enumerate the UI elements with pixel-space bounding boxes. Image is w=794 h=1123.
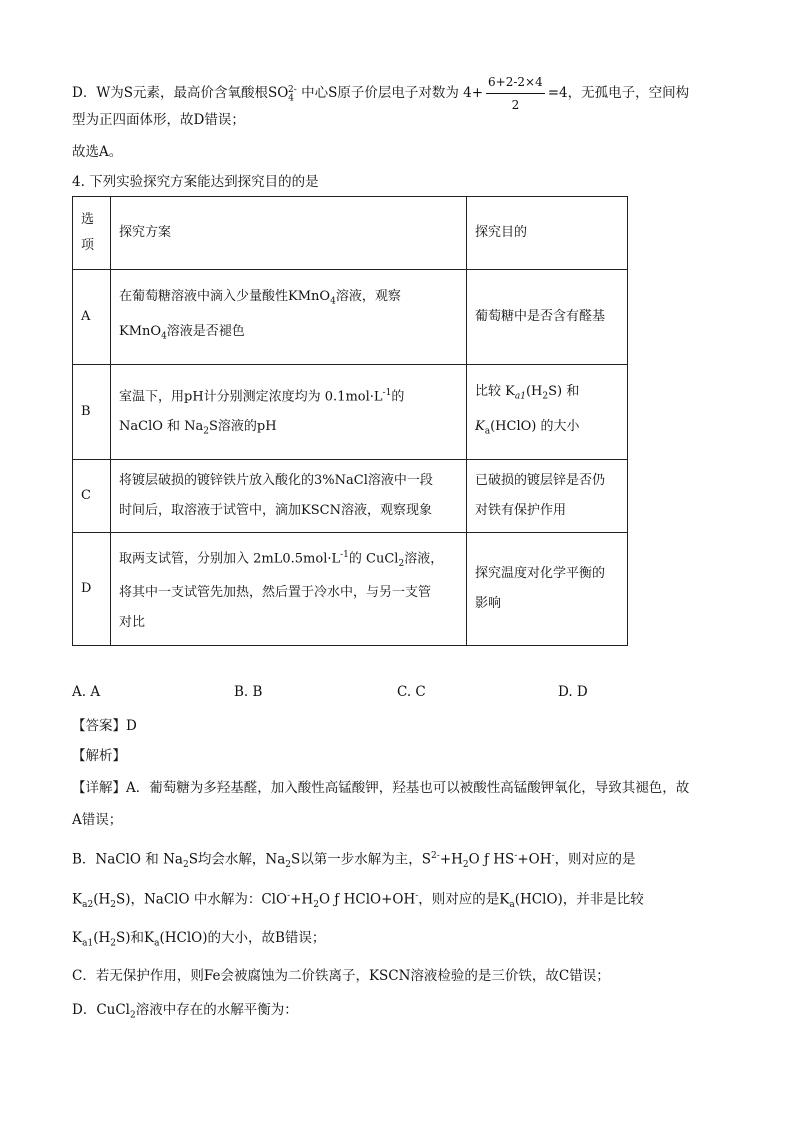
table-row <box>73 460 628 533</box>
subscript: 2 <box>542 392 549 402</box>
choice-a: A. A <box>72 684 101 700</box>
subscript: 2 <box>182 860 189 871</box>
text: (H <box>525 384 543 400</box>
text: S均会水解，Na <box>188 851 286 868</box>
superscript: - <box>287 891 291 901</box>
text: D．W为S元素，最高价含氧酸根 <box>72 85 268 101</box>
row-label: C <box>73 460 111 533</box>
subscript: 2 <box>130 1010 136 1021</box>
text: O ƒ HClO+OH <box>318 891 416 908</box>
plan-line: 时间后，取溶液于试管中，滴加KSCN溶液，观察现象 <box>119 503 432 518</box>
analysis-heading: 【解析】 <box>72 748 126 764</box>
text: (H <box>93 930 111 946</box>
subscript: 2 <box>313 900 319 911</box>
plan-line <box>119 282 458 317</box>
text: S溶液的pH <box>209 418 277 434</box>
text: K <box>72 930 83 946</box>
table-row <box>73 365 628 460</box>
superscript: 2- <box>288 84 297 95</box>
text: S) 和 <box>548 384 580 400</box>
text: 比较 K <box>475 384 515 400</box>
subscript: a <box>509 900 515 911</box>
formula: SO <box>267 85 289 101</box>
row-goal <box>467 533 628 646</box>
row-label: B <box>73 365 111 460</box>
row-plan <box>111 460 467 533</box>
text: D．CuCl <box>72 1002 130 1018</box>
subscript: a <box>484 426 491 437</box>
text: (HClO)，并非是比较 <box>514 891 644 908</box>
text: 溶液，观察 <box>335 289 401 305</box>
row-label: D <box>73 533 111 646</box>
text: (H <box>93 891 111 908</box>
header-text: 选项 <box>81 212 95 253</box>
subscript: 2 <box>203 426 210 437</box>
text: +H <box>439 851 463 868</box>
row-plan <box>111 270 467 365</box>
plan-line <box>119 412 458 447</box>
text: 中心S原子价层电子对数为 4+ <box>296 85 484 101</box>
choice-c: C. C <box>397 684 426 700</box>
text: K <box>72 891 83 908</box>
subscript: a1 <box>82 938 94 949</box>
detail-d <box>72 1000 298 1026</box>
goal-line: 对铁有保护作用 <box>475 503 567 518</box>
text: 取两支试管，分别加入 2mL0.5mol·L <box>119 550 341 566</box>
choice-b: B. B <box>234 684 263 700</box>
text: NaClO 和 Na <box>119 418 204 434</box>
text: O ƒ HS <box>468 851 515 868</box>
table-row <box>73 270 628 365</box>
text: S以第一步水解为主，S <box>291 851 432 868</box>
header-goal: 探究目的 <box>467 197 628 270</box>
row-label: A <box>73 270 111 365</box>
goal-line: 探究温度对化学平衡的 <box>475 566 606 581</box>
option-d-explanation-line2: 型为正四面体形，故D错误； <box>72 112 245 128</box>
goal-line: 影响 <box>475 596 502 611</box>
choice-d: D. D <box>558 684 588 700</box>
row-goal <box>467 460 628 533</box>
row-goal: 葡萄糖中是否含有醛基 <box>467 270 628 365</box>
plan-line: 将其中一支试管先加热，然后置于冷水中，与另一支管 <box>119 585 432 601</box>
goal-line <box>475 377 619 412</box>
plan-line: 对比 <box>119 615 146 631</box>
text: B．NaClO 和 Na <box>72 851 183 868</box>
question-stem: 4. 下列实验探究方案能达到探究目的的是 <box>72 174 319 190</box>
fraction-numerator: 6+2-2×4 <box>486 72 545 94</box>
text: 在葡萄糖溶液中滴入少量酸性 <box>119 289 289 305</box>
header-plan: 探究方案 <box>111 197 467 270</box>
option-d-explanation-line1 <box>72 72 689 115</box>
row-plan <box>111 365 467 460</box>
detail-c: C．若无保护作用，则Fe会被腐蚀为二价铁离子，KSCN溶液检验的是三价铁，故C错误； <box>72 968 610 984</box>
subscript: 4 <box>288 93 295 104</box>
text: S)和K <box>115 930 155 946</box>
plan-line <box>119 378 458 412</box>
detail-b-line1 <box>72 846 636 875</box>
subscript: 4 <box>161 331 167 342</box>
subscript: 2 <box>110 900 116 911</box>
detail-b-line2 <box>72 886 644 915</box>
text: 的 CuCl <box>348 550 399 566</box>
superscript: -1 <box>382 387 392 398</box>
text: (HClO) 的大小 <box>490 419 580 434</box>
experiment-table <box>72 196 628 646</box>
text: 的 <box>391 388 405 404</box>
row-plan <box>111 533 467 646</box>
goal-line: 已破损的镀层锌是否仍 <box>475 473 606 488</box>
text: 溶液， <box>404 550 444 566</box>
subscript: 2 <box>462 860 469 871</box>
superscript: -1 <box>340 549 349 560</box>
text: (HClO)的大小，故B错误； <box>159 930 326 946</box>
text: S)，NaClO 中水解为：ClO <box>115 891 288 908</box>
table-row <box>73 533 628 646</box>
text: 溶液是否褪色 <box>166 324 245 339</box>
text: K <box>475 419 485 434</box>
fraction <box>486 72 545 115</box>
plan-line <box>119 317 458 352</box>
answer: 【答案】D <box>72 718 137 734</box>
conclusion: 故选A。 <box>72 144 123 160</box>
text: ，则对应的是K <box>418 891 510 908</box>
superscript: 2- <box>431 851 440 861</box>
text: ，则对应的是 <box>554 851 636 868</box>
row-goal <box>467 365 628 460</box>
table-header-row <box>73 197 628 270</box>
subscript: 2 <box>110 938 116 949</box>
text: =4，无孤电子，空间构 <box>547 85 690 101</box>
detail-b-line3 <box>72 928 325 954</box>
header-option <box>73 197 111 270</box>
formula: KMnO <box>288 289 331 305</box>
text: 溶液中存在的水解平衡为： <box>135 1002 298 1018</box>
subscript: a2 <box>82 900 94 911</box>
formula: KMnO <box>119 324 162 339</box>
text: 室温下，用pH计分别测定浓度均为 0.1mol·L <box>119 388 383 404</box>
plan-line: 将镀层破损的镀锌铁片放入酸化的3%NaCl溶液中一段 <box>119 473 433 488</box>
detail-a-line2: A错误； <box>72 812 123 828</box>
superscript: - <box>514 851 518 861</box>
text: +H <box>290 891 314 908</box>
plan-line <box>119 540 458 579</box>
subscript: a <box>154 938 160 949</box>
goal-line <box>475 412 619 447</box>
subscript: 2 <box>285 860 292 871</box>
subscript: 4 <box>330 297 336 307</box>
superscript: - <box>415 891 419 901</box>
detail-a-line1: 【详解】A．葡萄糖为多羟基醛，加入酸性高锰酸钾，羟基也可以被酸性高锰酸钾氧化，导致其褪色，故 <box>72 780 690 796</box>
subscript: a1 <box>514 392 526 402</box>
fraction-denominator: 2 <box>511 98 520 112</box>
text: +OH <box>517 851 552 868</box>
subscript: 2 <box>398 558 405 569</box>
superscript: - <box>551 851 555 861</box>
